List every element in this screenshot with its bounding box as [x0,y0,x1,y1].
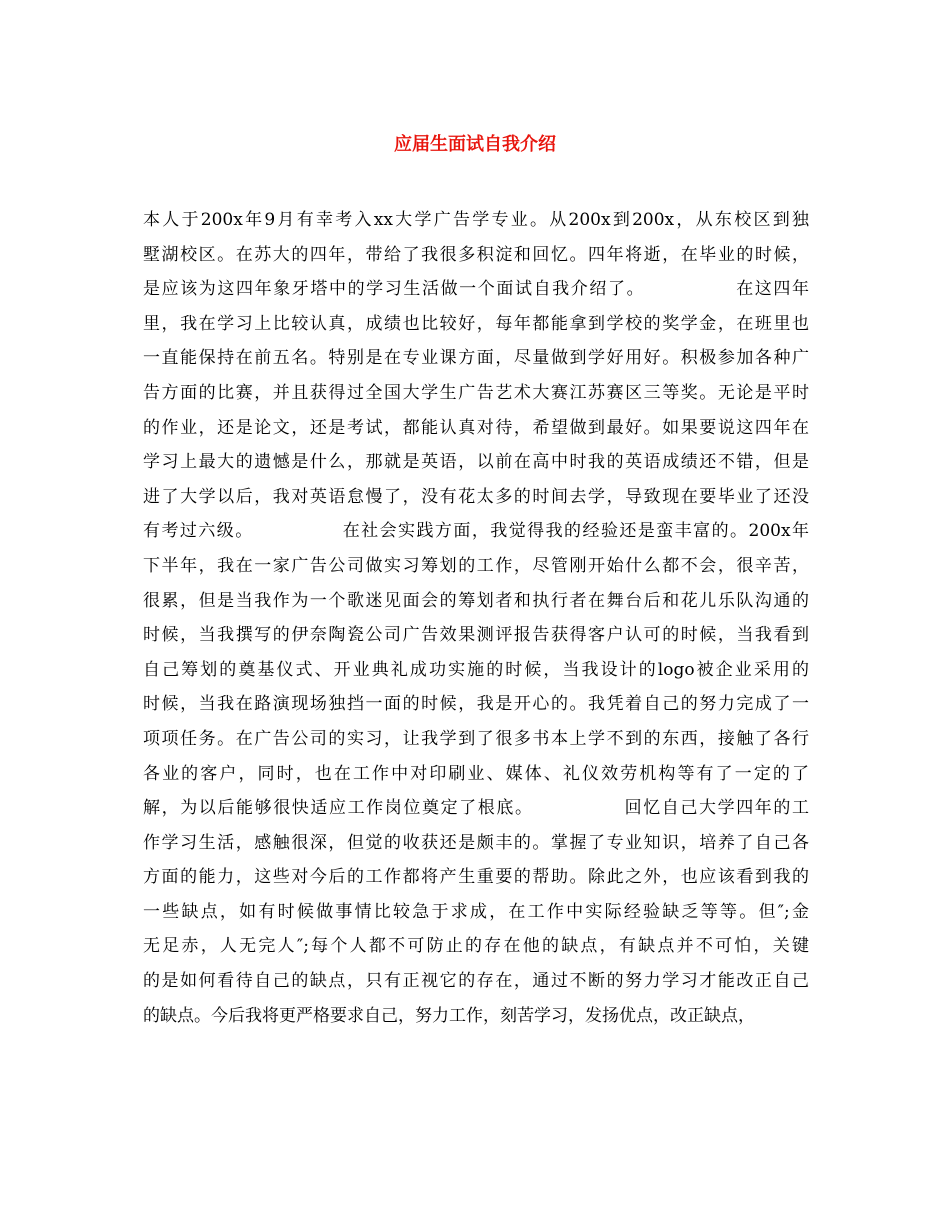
body-line: 告方面的比赛，并且获得过全国大学生广告艺术大赛江苏赛区三等奖。无论是平时 [143,382,809,403]
body-line: 有考过六级。 在社会实践方面，我觉得我的经验还是蛮丰富的。200x年 [143,521,809,542]
body-line: 进了大学以后，我对英语怠慢了，没有花太多的时间去学，导致现在要毕业了还没 [143,486,809,507]
body-line: 无足赤，人无完人″;每个人都不可防止的存在他的缺点，有缺点并不可怕，关键 [143,936,809,957]
body-line: 本人于200x年9月有幸考入xx大学广告学专业。从200x到200x，从东校区到独 [143,210,809,230]
body-line: 方面的能力，这些对今后的工作都将产生重要的帮助。除此之外，也应该看到我的 [143,867,809,888]
body-line: 墅湖校区。在苏大的四年，带给了我很多积淀和回忆。四年将逝，在毕业的时候， [143,244,809,265]
body-line: 时候，当我撰写的伊奈陶瓷公司广告效果测评报告获得客户认可的时候，当我看到 [143,625,809,646]
body-line: 各业的客户，同时，也在工作中对印刷业、媒体、礼仪效劳机构等有了一定的了 [143,763,809,784]
body-line: 项项任务。在广告公司的实习，让我学到了很多书本上学不到的东西，接触了各行 [143,728,809,749]
body-line: 自己筹划的奠基仪式、开业典礼成功实施的时候，当我设计的logo被企业采用的 [143,659,809,680]
document-title: 应届生面试自我介绍 [394,134,556,155]
body-line: 一直能保持在前五名。特别是在专业课方面，尽量做到学好用好。积极参加各种广 [143,348,809,369]
body-line: 的是如何看待自己的缺点，只有正视它的存在，通过不断的努力学习才能改正自己 [143,971,809,992]
body-line: 一些缺点，如有时候做事情比较急于求成，在工作中实际经验缺乏等等。但″;金 [143,901,809,922]
body-line: 下半年，我在一家广告公司做实习筹划的工作，尽管刚开始什么都不会，很辛苦， [143,555,809,576]
body-line: 作学习生活，感触很深，但觉的收获还是颇丰的。掌握了专业知识，培养了自己各 [143,832,809,853]
body-line: 很累，但是当我作为一个歌迷见面会的筹划者和执行者在舞台后和花儿乐队沟通的 [143,590,809,611]
body-line: 解，为以后能够很快适应工作岗位奠定了根底。 回忆自己大学四年的工 [143,798,809,819]
body-line: 学习上最大的遗憾是什么，那就是英语，以前在高中时我的英语成绩还不错，但是 [143,452,809,473]
body-line: 的缺点。今后我将更严格要求自己，努力工作，刻苦学习，发扬优点，改正缺点， [143,1005,755,1026]
body-line: 时候，当我在路演现场独挡一面的时候，我是开心的。我凭着自己的努力完成了一 [143,694,809,715]
body-line: 里，我在学习上比较认真，成绩也比较好，每年都能拿到学校的奖学金，在班里也 [143,313,809,334]
body-line: 是应该为这四年象牙塔中的学习生活做一个面试自我介绍了。 在这四年 [143,279,809,300]
document-body [143,203,809,1033]
body-line: 的作业，还是论文，还是考试，都能认真对待，希望做到最好。如果要说这四年在 [143,417,809,438]
